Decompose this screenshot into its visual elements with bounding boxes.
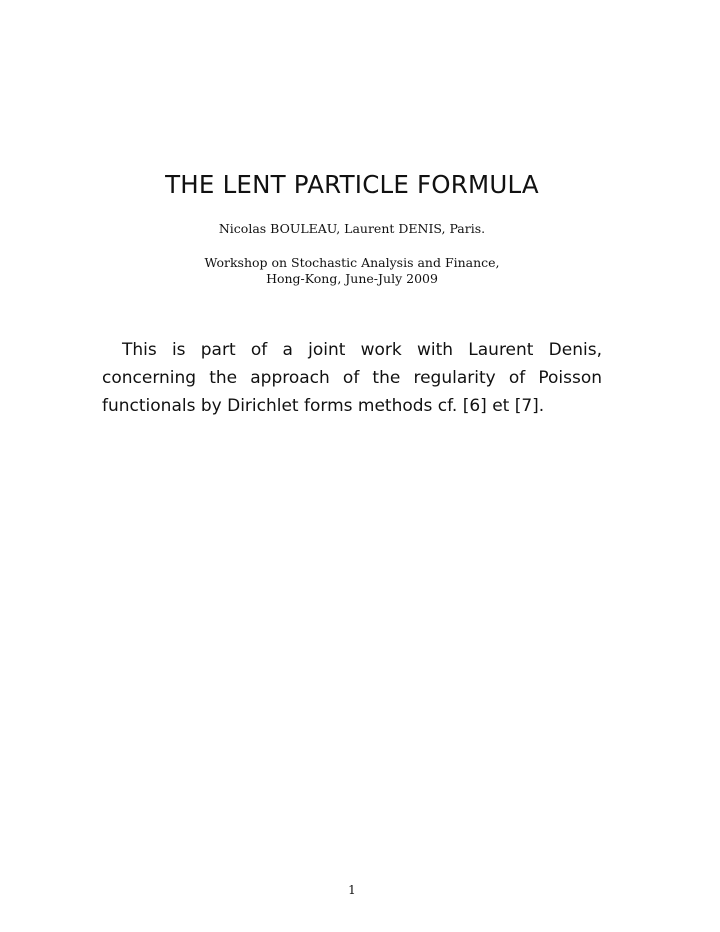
body-paragraph: This is part of a joint work with Laurent Denis, concerning the approach of the regularity of Poisson functionals by Dirichlet forms methods cf. [6] et [7]. xyxy=(102,340,602,416)
page-number: 1 xyxy=(348,883,356,897)
venue-line-2: Hong-Kong, June-July 2009 xyxy=(266,271,438,286)
paper-title: THE LENT PARTICLE FORMULA xyxy=(165,170,539,199)
venue-block xyxy=(0,255,704,287)
venue-line-1: Workshop on Stochastic Analysis and Finance, xyxy=(204,255,500,270)
author-line: Nicolas BOULEAU, Laurent DENIS, Paris. xyxy=(218,221,486,236)
